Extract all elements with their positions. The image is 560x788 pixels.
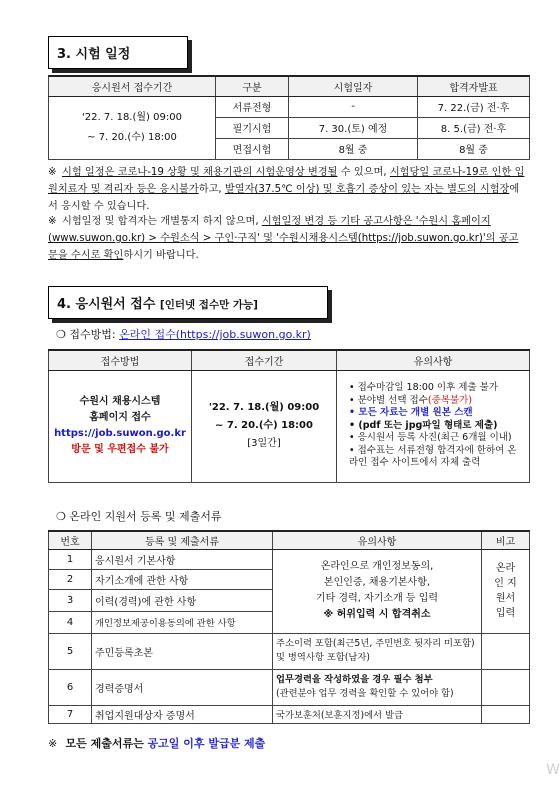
application-header-method: 접수방법 bbox=[49, 350, 192, 370]
schedule-type: 필기시험 bbox=[216, 117, 289, 138]
schedule-date: 7. 30.(토) 예정 bbox=[289, 117, 418, 138]
docs-remark-empty bbox=[482, 633, 530, 669]
section3-title bbox=[48, 36, 188, 69]
notes-item: • 응시원서 등록 사진(최근 6개월 이내) bbox=[349, 432, 525, 445]
application-period-cell bbox=[192, 370, 337, 482]
method-line2: 홈페이지 접수 bbox=[89, 412, 151, 423]
docs-remark-empty bbox=[482, 669, 530, 705]
note2-part-b: 시험일정 변경 등 기타 공고사항은 '수원시 홈페이지(www.suwon.go.kr) > 수원소식 > 구인·구직' 및 '수원시채용시스템(https://job.suwon.go.kr)'의 공고문을 수시로 확인 bbox=[48, 216, 519, 261]
schedule-type: 서류전형 bbox=[216, 96, 289, 117]
section4-title-sub: [인터넷 접수만 가능] bbox=[159, 299, 258, 311]
docs-remark-empty bbox=[482, 705, 530, 723]
notes-item: • 모든 자료는 개별 원본 스캔 bbox=[349, 407, 525, 420]
docs-no: 4 bbox=[49, 611, 92, 633]
note1-part-a: 시험 일정은 코로나-19 상황 및 채용기관의 시험운영상 변경될 bbox=[62, 167, 338, 178]
application-header-period: 접수기간 bbox=[192, 350, 337, 370]
section3-title-text: 3. 시험 일정 bbox=[57, 47, 131, 62]
docs-no: 6 bbox=[49, 669, 92, 705]
notes-item: • 접수마감일 18:00 이후 제출 불가 bbox=[349, 382, 525, 395]
notes-item: • 분야별 선택 접수(중복불가) bbox=[349, 395, 525, 408]
note1-part-f: 에서 응시할 수 있습니다. bbox=[48, 184, 520, 212]
docs-title-line bbox=[56, 508, 222, 524]
application-table bbox=[48, 349, 530, 483]
application-period-line2: ~ 7. 20.(수) 18:00 bbox=[215, 420, 313, 431]
docs-note-group bbox=[273, 549, 482, 633]
method-line1: 수원시 채용시스템 bbox=[79, 396, 161, 407]
docs-header-notes: 유의사항 bbox=[273, 531, 482, 549]
method-warning: 방문 및 우편접수 불가 bbox=[71, 444, 169, 455]
docs-note-line: 온라인으로 개인정보동의, bbox=[320, 561, 434, 572]
note1-part-c: 시험당일 코로나-19로 인한 입원치료자 및 격리자 등은 응시불가 bbox=[48, 167, 525, 195]
section4-title-text: 4. 응시원서 접수 bbox=[57, 297, 156, 312]
note-mark: ※ bbox=[48, 167, 57, 178]
docs-no: 3 bbox=[49, 589, 92, 611]
notes-item: • 접수표는 서류전형 합격자에 한하여 온라인 접수 사이트에서 자체 출력 bbox=[349, 445, 525, 470]
schedule-note-1 bbox=[48, 164, 528, 215]
docs-note-6: 업무경력을 작성하였을 경우 필수 첨부 (관련분야 업무 경력을 확인할 수 있어야 함) bbox=[273, 669, 482, 705]
docs-remark: 온라인 지원서 입력 bbox=[482, 549, 530, 633]
schedule-header-type: 구분 bbox=[216, 76, 289, 96]
application-method-cell bbox=[49, 370, 192, 482]
docs-note-warning: ※ 허위입력 시 합격취소 bbox=[323, 609, 431, 620]
method-line bbox=[56, 326, 311, 342]
docs-name: 주민등록초본 bbox=[92, 633, 273, 669]
docs-name: 이력(경력)에 관한 사항 bbox=[92, 589, 273, 611]
docs-no: 7 bbox=[49, 705, 92, 723]
application-period-days: [3일간] bbox=[247, 438, 281, 449]
schedule-period-line2: ~ 7. 20.(수) 18:00 bbox=[87, 131, 177, 143]
bullet-circle-icon: ❍ bbox=[56, 328, 66, 341]
application-period-line1: '22. 7. 18.(월) 09:00 bbox=[208, 402, 320, 413]
docs-header-remark: 비고 bbox=[482, 531, 530, 549]
docs-name: 자기소개에 관한 사항 bbox=[92, 569, 273, 589]
docs-no: 5 bbox=[49, 633, 92, 669]
docs-note-7: 국가보훈처(보훈지정)에서 발급 bbox=[273, 705, 482, 723]
note1-part-e: 발열자(37.5℃ 이상) 및 호흡기 증상이 있는 자는 별도의 시험장 bbox=[224, 184, 510, 195]
method-url: https://job.suwon.go.kr bbox=[54, 428, 186, 439]
schedule-period-cell bbox=[49, 96, 216, 159]
note1-part-d: 하고, bbox=[198, 184, 225, 195]
docs-name: 응시원서 기본사항 bbox=[92, 549, 273, 569]
docs-name: 취업지원대상자 증명서 bbox=[92, 705, 273, 723]
schedule-result: 8. 5.(금) 전·후 bbox=[418, 117, 530, 138]
schedule-result: 8월 중 bbox=[418, 138, 530, 159]
final-note bbox=[48, 735, 528, 752]
watermark: W bbox=[546, 762, 560, 778]
docs-note-5: 주소이력 포함(최근5년, 주민번호 뒷자리 미포함) 및 병역사항 포함(남자) bbox=[273, 633, 482, 669]
section4-title bbox=[48, 286, 328, 319]
docs-note-line: 본인인증, 채용기본사항, bbox=[323, 577, 431, 588]
schedule-period-line1: '22. 7. 18.(월) 09:00 bbox=[82, 111, 182, 123]
schedule-header-result: 합격자발표 bbox=[418, 76, 530, 96]
method-value: 온라인 접수(https://job.suwon.go.kr) bbox=[119, 328, 311, 341]
schedule-date: - bbox=[289, 96, 418, 117]
docs-table bbox=[48, 530, 530, 724]
note-mark: ※ bbox=[48, 737, 58, 750]
docs-header-no: 번호 bbox=[49, 531, 92, 549]
docs-name: 경력증명서 bbox=[92, 669, 273, 705]
docs-no: 2 bbox=[49, 569, 92, 589]
docs-title: 온라인 지원서 등록 및 제출서류 bbox=[69, 510, 222, 523]
bullet-circle-icon: ❍ bbox=[56, 510, 66, 523]
schedule-date: 8월 중 bbox=[289, 138, 418, 159]
docs-no: 1 bbox=[49, 549, 92, 569]
note1-part-b: 수 있으며, bbox=[337, 167, 390, 178]
docs-header-name: 등록 및 제출서류 bbox=[92, 531, 273, 549]
final-note-part-b: 공고일 이후 발급분 제출 bbox=[147, 737, 266, 750]
docs-note-line: 기타 경력, 자기소개 등 입력 bbox=[315, 593, 439, 604]
application-header-notes: 유의사항 bbox=[337, 350, 530, 370]
notes-item: • (pdf 또는 jpg파일 형태로 제출) bbox=[349, 420, 525, 433]
final-note-part-a: 모든 제출서류는 bbox=[65, 737, 148, 750]
note2-part-a: 시험일정 및 합격자는 개별통지 하지 않으며, bbox=[62, 216, 262, 227]
schedule-result: 7. 22.(금) 전·후 bbox=[418, 96, 530, 117]
schedule-type: 면접시험 bbox=[216, 138, 289, 159]
note2-part-c: 하시기 바랍니다. bbox=[123, 250, 199, 261]
schedule-header-period: 응시원서 접수기간 bbox=[49, 76, 216, 96]
schedule-header-date: 시험일자 bbox=[289, 76, 418, 96]
application-notes-cell bbox=[337, 370, 530, 482]
note-mark: ※ bbox=[48, 216, 57, 227]
docs-name: 개인정보제공이용동의에 관한 사항 bbox=[92, 611, 273, 633]
method-label: 접수방법: bbox=[69, 328, 120, 341]
schedule-note-2 bbox=[48, 213, 528, 264]
schedule-table bbox=[48, 75, 530, 160]
